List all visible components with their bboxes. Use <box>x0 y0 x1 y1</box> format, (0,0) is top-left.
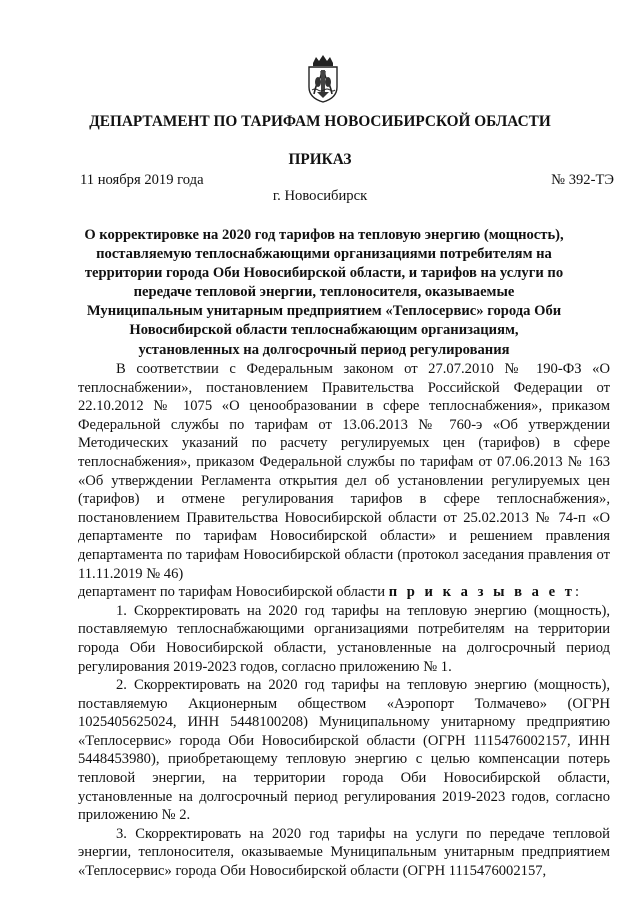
department-title: ДЕПАРТАМЕНТ ПО ТАРИФАМ НОВОСИБИРСКОЙ ОБЛАСТИ <box>89 113 551 130</box>
order-item-1: 1. Скорректировать на 2020 год тарифы на тепловую энергию (мощность), поставляемую теплоснабжающими организациями потребителям на территории города Оби Новосибирской области, установленные на долгосрочный период регулирования 2019-2023 годов, согласно приложению № 1. <box>78 602 610 675</box>
order-item-2: 2. Скорректировать на 2020 год тарифы на тепловую энергию (мощность), поставляемую Акционерным обществом «Аэропорт Толмачево» (ОГРН 1025405625024, ИНН 5448100208) Муниципальному унитарному предприятию «Теплосервис» города Оби Новосибирской области (ОГРН 1115476002157, ИНН 5448453980), приобретающему тепловую энергию с целью компенсации потерь тепловой энергии, на территории города Оби Новосибирской области, установленные на долгосрочный период регулирования 2019-2023 годов, согласно приложению № 2. <box>78 677 610 824</box>
orders-intro-line <box>78 583 610 602</box>
order-city: г. Новосибирск <box>272 188 368 204</box>
order-item-3: 3. Скорректировать на 2020 год тарифы на услуги по передаче тепловой энергии, теплоносителя, оказываемые Муниципальным унитарным предприятием «Теплосервис» города Оби Новосибирской области (ОГРН 1115476002157, <box>78 825 610 880</box>
order-heading: О корректировке на 2020 год тарифов на тепловую энергию (мощность), поставляемую теплоснабжающими организациями потребителям на территории города Оби Новосибирской области, и тарифов на услуги по передаче тепловой энергии, теплоносителя, оказываемые Муниципальным унитарным предприятием «Теплосервис» города Оби Новосибирской области теплоснабжающим организациям, установленных на долгосрочный период регулирования <box>84 227 564 358</box>
orders-word: п р и к а з ы в а е т <box>388 584 575 601</box>
orders-intro-text: департамент по тарифам Новосибирской области <box>78 584 386 601</box>
order-date: 11 ноября 2019 года <box>80 172 204 188</box>
coat-of-arms-icon <box>304 54 342 104</box>
preamble-paragraph: В соответствии с Федеральным законом от 27.07.2010 № 190-ФЗ «О теплоснабжении», постановлением Правительства Российской Федерации от 22.10.2012 № 1075 «О ценообразовании в сфере теплоснабжения», приказом Федеральной службы по тарифам от 13.06.2013 № 760-э «Об утверждении Методических указаний по расчету регулируемых цен (тарифов) в сфере теплоснабжения», приказом Федеральной службы по тарифам от 07.06.2013 № 163 «Об утверждении Регламента открытия дел об установлении регулируемых цен (тарифов) и отмене регулирования тарифов в сфере теплоснабжения», постановлением Правительства Новосибирской области от 25.02.2013 № 74-п «О департаменте по тарифам Новосибирской области» и решением правления департамента по тарифам Новосибирской области (протокол заседания правления от 11.11.2019 № 46) <box>78 361 610 582</box>
order-title: ПРИКАЗ <box>288 151 352 168</box>
order-number: № 392-ТЭ <box>551 172 614 188</box>
orders-colon: : <box>574 584 579 601</box>
order-body <box>78 360 610 881</box>
